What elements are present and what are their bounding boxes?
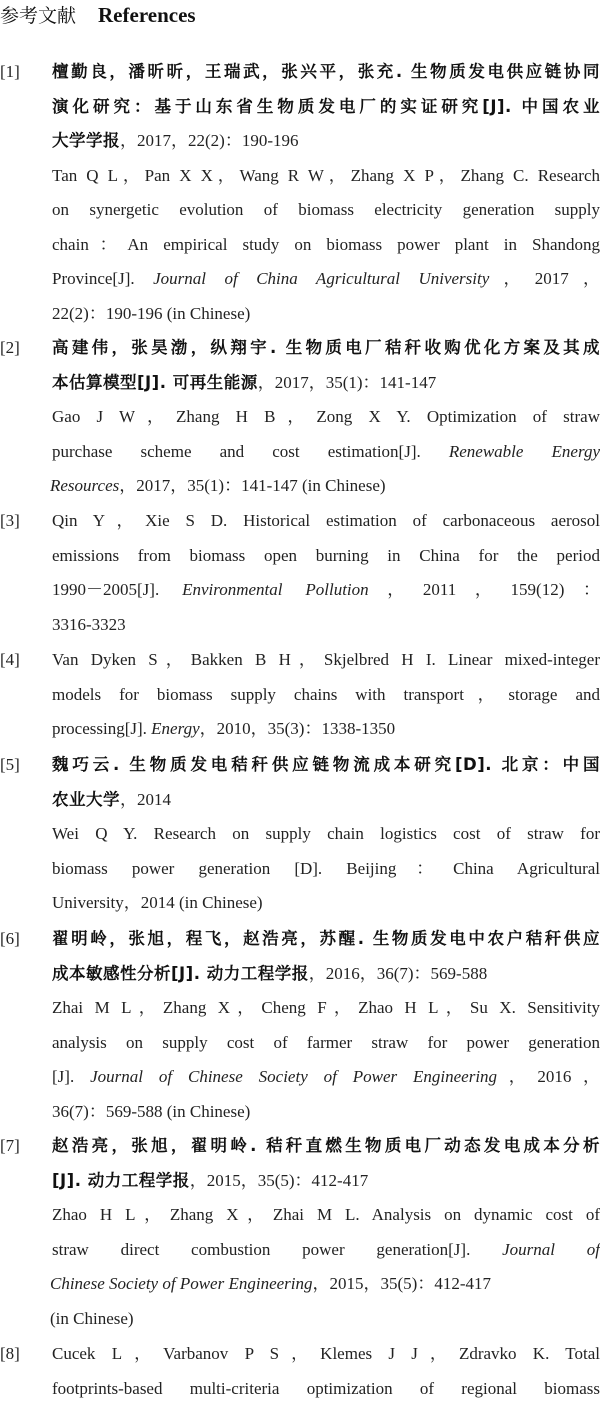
reference-number: [1] (0, 55, 46, 90)
reference-line: 成本敏感性分析[J]. 动力工程学报，2016，36(7)：569-588 (52, 957, 600, 992)
reference-number: [7] (0, 1129, 46, 1164)
reference-line: 翟明岭，张旭，程飞，赵浩亮，苏醒. 生物质发电中农户秸秆供应 (52, 922, 600, 957)
reference-line: 22(2)：190-196 (in Chinese) (52, 297, 600, 332)
section-heading-cn: 参考文献 (0, 5, 76, 27)
reference-line: 高建伟，张昊渤，纵翔宇. 生物质电厂秸秆收购优化方案及其成 (52, 331, 600, 366)
reference-line: Wei Q Y. Research on supply chain logistics cost of straw for (52, 817, 600, 852)
reference-number: [2] (0, 331, 46, 366)
reference-line: (in Chinese) (50, 1302, 600, 1337)
reference-line: Qin Y，Xie S D. Historical estimation of carbonaceous aerosol (52, 504, 600, 539)
reference-line: Resources，2017，35(1)：141-147 (in Chinese) (50, 469, 600, 504)
reference-line: Tan Q L，Pan X X，Wang R W，Zhang X P，Zhang C. Research (52, 159, 600, 194)
reference-line: processing[J]. Energy，2010，35(3)：1338-1350 (52, 712, 600, 747)
reference-line: purchase scheme and cost estimation[J]. Renewable Energy (52, 435, 600, 470)
reference-line: Gao J W，Zhang H B，Zong X Y. Optimization of straw (52, 400, 600, 435)
reference-line: 1990－2005[J]. Environmental Pollution，2011，159(12)： (52, 573, 600, 608)
reference-line: 农业大学，2014 (52, 783, 600, 818)
reference-line: University，2014 (in Chinese) (52, 886, 600, 921)
reference-line: footprints-based multi-criteria optimization of regional biomass (52, 1372, 600, 1406)
reference-line: 魏巧云. 生物质发电秸秆供应链物流成本研究[D]. 北京：中国 (52, 748, 600, 783)
reference-line: [J]. Journal of Chinese Society of Power Engineering，2016， (52, 1060, 600, 1095)
reference-line: analysis on supply cost of farmer straw for power generation (52, 1026, 600, 1061)
reference-line: 演化研究：基于山东省生物质发电厂的实证研究[J]. 中国农业 (52, 90, 600, 125)
reference-line: models for biomass supply chains with transport，storage and (52, 678, 600, 713)
section-heading-en: References (98, 3, 196, 27)
reference-line: Zhai M L，Zhang X，Cheng F，Zhao H L，Su X. Sensitivity (52, 991, 600, 1026)
reference-line: biomass power generation [D]. Beijing：China Agricultural (52, 852, 600, 887)
reference-line: [J]. 动力工程学报，2015，35(5)：412-417 (52, 1164, 600, 1199)
reference-line: 36(7)：569-588 (in Chinese) (52, 1095, 600, 1130)
reference-line: on synergetic evolution of biomass electricity generation supply (52, 193, 600, 228)
reference-line: chain：An empirical study on biomass power plant in Shandong (52, 228, 600, 263)
reference-line: straw direct combustion power generation[J]. Journal of (52, 1233, 600, 1268)
reference-number: [3] (0, 504, 46, 539)
reference-line: Van Dyken S，Bakken B H，Skjelbred H I. Linear mixed-integer (52, 643, 600, 678)
reference-line: 本估算模型[J]. 可再生能源，2017，35(1)：141-147 (52, 366, 600, 401)
section-heading (0, 0, 196, 30)
reference-line: Province[J]. Journal of China Agricultural University，2017， (52, 262, 600, 297)
reference-number: [6] (0, 922, 46, 957)
reference-number: [4] (0, 643, 46, 678)
reference-line: Cucek L，Varbanov P S，Klemes J J，Zdravko K. Total (52, 1337, 600, 1372)
reference-line: Chinese Society of Power Engineering，2015，35(5)：412-417 (50, 1267, 600, 1302)
reference-line: emissions from biomass open burning in China for the period (52, 539, 600, 574)
reference-line: 赵浩亮，张旭，翟明岭. 秸秆直燃生物质电厂动态发电成本分析 (52, 1129, 600, 1164)
reference-line: 檀勤良，潘昕昕，王瑞武，张兴平，张充. 生物质发电供应链协同 (52, 55, 600, 90)
reference-line: Zhao H L，Zhang X，Zhai M L. Analysis on dynamic cost of (52, 1198, 600, 1233)
reference-number: [8] (0, 1337, 46, 1372)
reference-line: 大学学报，2017，22(2)：190-196 (52, 124, 600, 159)
reference-line: 3316-3323 (52, 608, 600, 643)
reference-number: [5] (0, 748, 46, 783)
